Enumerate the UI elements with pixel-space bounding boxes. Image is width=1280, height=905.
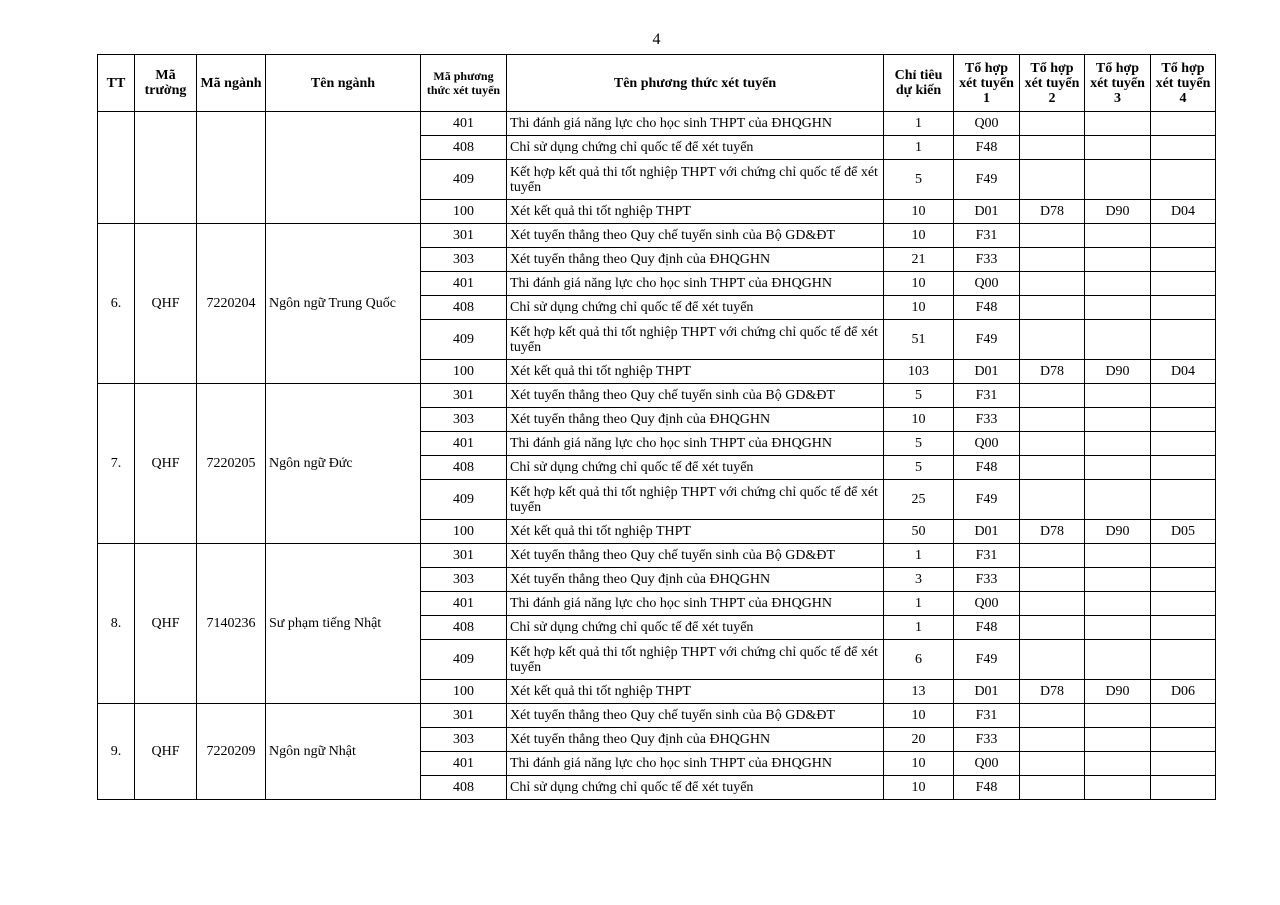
method-code: 303	[421, 408, 507, 432]
header-ten-nganh: Tên ngành	[266, 55, 421, 112]
group-tt: 8.	[98, 544, 135, 704]
combo-1: F49	[954, 320, 1020, 360]
combo-1: F31	[954, 544, 1020, 568]
combo-1: D01	[954, 520, 1020, 544]
table-header-row	[98, 55, 1216, 112]
combo-4	[1151, 568, 1216, 592]
combo-1: Q00	[954, 752, 1020, 776]
table-row	[98, 112, 1216, 136]
combo-4	[1151, 272, 1216, 296]
method-name: Xét kết quả thi tốt nghiệp THPT	[507, 360, 884, 384]
quota: 1	[884, 136, 954, 160]
combo-1: F48	[954, 136, 1020, 160]
combo-4	[1151, 592, 1216, 616]
combo-1: F31	[954, 704, 1020, 728]
method-name: Thi đánh giá năng lực cho học sinh THPT của ĐHQGHN	[507, 432, 884, 456]
combo-4	[1151, 616, 1216, 640]
method-code: 409	[421, 640, 507, 680]
combo-2	[1020, 592, 1085, 616]
header-ma-truong: Mã trường	[135, 55, 197, 112]
method-code: 301	[421, 704, 507, 728]
combo-2: D78	[1020, 520, 1085, 544]
method-code: 301	[421, 544, 507, 568]
table-row	[98, 384, 1216, 408]
combo-4	[1151, 408, 1216, 432]
combo-1: Q00	[954, 432, 1020, 456]
group-ma-nganh: 7220205	[197, 384, 266, 544]
method-name: Chỉ sử dụng chứng chỉ quốc tế để xét tuyển	[507, 296, 884, 320]
combo-2	[1020, 728, 1085, 752]
combo-1: F33	[954, 728, 1020, 752]
quota: 103	[884, 360, 954, 384]
header-chi-tieu: Chỉ tiêu dự kiến	[884, 55, 954, 112]
header-ma-phuong-thuc: Mã phương thức xét tuyển	[421, 55, 507, 112]
quota: 3	[884, 568, 954, 592]
quota: 50	[884, 520, 954, 544]
combo-3	[1085, 248, 1151, 272]
quota: 6	[884, 640, 954, 680]
method-name: Kết hợp kết quả thi tốt nghiệp THPT với chứng chỉ quốc tế để xét tuyển	[507, 320, 884, 360]
combo-1: D01	[954, 360, 1020, 384]
combo-4: D04	[1151, 360, 1216, 384]
combo-3: D90	[1085, 200, 1151, 224]
combo-1: F49	[954, 160, 1020, 200]
combo-4: D06	[1151, 680, 1216, 704]
combo-3	[1085, 728, 1151, 752]
combo-3	[1085, 272, 1151, 296]
method-code: 401	[421, 592, 507, 616]
combo-1: F48	[954, 296, 1020, 320]
quota: 1	[884, 592, 954, 616]
combo-2	[1020, 640, 1085, 680]
combo-3	[1085, 296, 1151, 320]
header-ten-phuong-thuc: Tên phương thức xét tuyển	[507, 55, 884, 112]
method-name: Xét tuyển thẳng theo Quy định của ĐHQGHN	[507, 248, 884, 272]
quota: 10	[884, 200, 954, 224]
method-name: Kết hợp kết quả thi tốt nghiệp THPT với chứng chỉ quốc tế để xét tuyển	[507, 640, 884, 680]
combo-3	[1085, 544, 1151, 568]
quota: 10	[884, 752, 954, 776]
table-row	[98, 544, 1216, 568]
method-code: 408	[421, 136, 507, 160]
combo-2	[1020, 224, 1085, 248]
quota: 13	[884, 680, 954, 704]
combo-1: F33	[954, 568, 1020, 592]
group-ma-nganh: 7140236	[197, 544, 266, 704]
group-ma-truong: QHF	[135, 544, 197, 704]
method-name: Xét tuyển thẳng theo Quy chế tuyển sinh của Bộ GD&ĐT	[507, 384, 884, 408]
quota: 1	[884, 112, 954, 136]
combo-2	[1020, 320, 1085, 360]
group-ma-truong: QHF	[135, 384, 197, 544]
combo-3	[1085, 752, 1151, 776]
method-name: Xét kết quả thi tốt nghiệp THPT	[507, 200, 884, 224]
method-code: 100	[421, 680, 507, 704]
combo-3	[1085, 568, 1151, 592]
combo-4	[1151, 136, 1216, 160]
quota: 1	[884, 544, 954, 568]
combo-4	[1151, 248, 1216, 272]
combo-3	[1085, 616, 1151, 640]
combo-3	[1085, 224, 1151, 248]
method-code: 303	[421, 728, 507, 752]
group-ma-nganh	[197, 112, 266, 224]
combo-3	[1085, 432, 1151, 456]
combo-1: F48	[954, 456, 1020, 480]
quota: 10	[884, 272, 954, 296]
combo-2	[1020, 160, 1085, 200]
group-ten-nganh	[266, 112, 421, 224]
combo-2	[1020, 112, 1085, 136]
header-to-hop-1: Tổ hợp xét tuyển 1	[954, 55, 1020, 112]
combo-2	[1020, 408, 1085, 432]
combo-4	[1151, 640, 1216, 680]
quota: 5	[884, 432, 954, 456]
combo-1: D01	[954, 200, 1020, 224]
method-name: Xét tuyển thẳng theo Quy chế tuyển sinh của Bộ GD&ĐT	[507, 544, 884, 568]
combo-2	[1020, 248, 1085, 272]
combo-2: D78	[1020, 680, 1085, 704]
combo-3: D90	[1085, 360, 1151, 384]
table-row	[98, 704, 1216, 728]
group-ten-nganh: Sư phạm tiếng Nhật	[266, 544, 421, 704]
method-name: Thi đánh giá năng lực cho học sinh THPT của ĐHQGHN	[507, 112, 884, 136]
method-code: 303	[421, 248, 507, 272]
quota: 20	[884, 728, 954, 752]
combo-4	[1151, 320, 1216, 360]
combo-3	[1085, 384, 1151, 408]
combo-4	[1151, 160, 1216, 200]
combo-1: F49	[954, 640, 1020, 680]
method-name: Chỉ sử dụng chứng chỉ quốc tế để xét tuyển	[507, 456, 884, 480]
group-ten-nganh: Ngôn ngữ Nhật	[266, 704, 421, 800]
combo-3	[1085, 408, 1151, 432]
combo-1: F31	[954, 224, 1020, 248]
combo-1: F33	[954, 248, 1020, 272]
combo-3	[1085, 704, 1151, 728]
combo-1: F48	[954, 776, 1020, 800]
combo-3	[1085, 136, 1151, 160]
combo-2: D78	[1020, 360, 1085, 384]
combo-4	[1151, 384, 1216, 408]
method-code: 100	[421, 360, 507, 384]
group-ma-truong: QHF	[135, 224, 197, 384]
combo-1: Q00	[954, 592, 1020, 616]
method-name: Thi đánh giá năng lực cho học sinh THPT của ĐHQGHN	[507, 272, 884, 296]
header-ma-nganh: Mã ngành	[197, 55, 266, 112]
group-ma-truong: QHF	[135, 704, 197, 800]
method-code: 100	[421, 520, 507, 544]
combo-3	[1085, 592, 1151, 616]
quota: 10	[884, 776, 954, 800]
quota: 10	[884, 408, 954, 432]
combo-2	[1020, 456, 1085, 480]
method-code: 303	[421, 568, 507, 592]
combo-3	[1085, 776, 1151, 800]
admissions-table	[97, 54, 1216, 800]
method-name: Chỉ sử dụng chứng chỉ quốc tế để xét tuyển	[507, 776, 884, 800]
combo-2	[1020, 480, 1085, 520]
combo-1: F33	[954, 408, 1020, 432]
header-to-hop-4: Tổ hợp xét tuyển 4	[1151, 55, 1216, 112]
quota: 5	[884, 160, 954, 200]
combo-4	[1151, 776, 1216, 800]
combo-2	[1020, 384, 1085, 408]
combo-4	[1151, 432, 1216, 456]
quota: 51	[884, 320, 954, 360]
combo-4	[1151, 704, 1216, 728]
quota: 10	[884, 296, 954, 320]
combo-4	[1151, 224, 1216, 248]
method-code: 301	[421, 384, 507, 408]
combo-1: F49	[954, 480, 1020, 520]
quota: 10	[884, 224, 954, 248]
combo-4: D04	[1151, 200, 1216, 224]
method-code: 401	[421, 112, 507, 136]
method-name: Xét tuyển thẳng theo Quy định của ĐHQGHN	[507, 728, 884, 752]
quota: 1	[884, 616, 954, 640]
method-code: 409	[421, 480, 507, 520]
combo-2	[1020, 568, 1085, 592]
method-name: Chỉ sử dụng chứng chỉ quốc tế để xét tuyển	[507, 616, 884, 640]
header-to-hop-2: Tổ hợp xét tuyển 2	[1020, 55, 1085, 112]
group-tt: 6.	[98, 224, 135, 384]
combo-3	[1085, 320, 1151, 360]
method-name: Kết hợp kết quả thi tốt nghiệp THPT với chứng chỉ quốc tế để xét tuyển	[507, 480, 884, 520]
method-code: 401	[421, 272, 507, 296]
quota: 25	[884, 480, 954, 520]
page-number: 4	[652, 31, 661, 48]
method-name: Thi đánh giá năng lực cho học sinh THPT của ĐHQGHN	[507, 592, 884, 616]
group-ma-truong	[135, 112, 197, 224]
combo-3	[1085, 160, 1151, 200]
combo-2	[1020, 544, 1085, 568]
quota: 21	[884, 248, 954, 272]
combo-4	[1151, 728, 1216, 752]
combo-3: D90	[1085, 520, 1151, 544]
combo-4	[1151, 480, 1216, 520]
quota: 10	[884, 704, 954, 728]
combo-2	[1020, 616, 1085, 640]
method-code: 100	[421, 200, 507, 224]
group-ten-nganh: Ngôn ngữ Đức	[266, 384, 421, 544]
method-name: Xét tuyển thẳng theo Quy định của ĐHQGHN	[507, 408, 884, 432]
quota: 5	[884, 456, 954, 480]
combo-2	[1020, 296, 1085, 320]
method-name: Xét kết quả thi tốt nghiệp THPT	[507, 680, 884, 704]
method-name: Xét tuyển thẳng theo Quy chế tuyển sinh của Bộ GD&ĐT	[507, 704, 884, 728]
combo-1: F48	[954, 616, 1020, 640]
method-code: 401	[421, 752, 507, 776]
method-name: Xét tuyển thẳng theo Quy định của ĐHQGHN	[507, 568, 884, 592]
method-name: Xét tuyển thẳng theo Quy chế tuyển sinh của Bộ GD&ĐT	[507, 224, 884, 248]
combo-1: Q00	[954, 272, 1020, 296]
table-row	[98, 224, 1216, 248]
combo-3	[1085, 456, 1151, 480]
combo-2	[1020, 272, 1085, 296]
method-code: 408	[421, 296, 507, 320]
method-code: 408	[421, 616, 507, 640]
combo-4	[1151, 752, 1216, 776]
method-name: Thi đánh giá năng lực cho học sinh THPT của ĐHQGHN	[507, 752, 884, 776]
combo-2	[1020, 776, 1085, 800]
method-code: 301	[421, 224, 507, 248]
combo-1: Q00	[954, 112, 1020, 136]
combo-4	[1151, 112, 1216, 136]
group-tt: 7.	[98, 384, 135, 544]
method-code: 408	[421, 776, 507, 800]
combo-4	[1151, 296, 1216, 320]
method-name: Kết hợp kết quả thi tốt nghiệp THPT với chứng chỉ quốc tế để xét tuyển	[507, 160, 884, 200]
group-tt: 9.	[98, 704, 135, 800]
group-ma-nganh: 7220209	[197, 704, 266, 800]
method-code: 401	[421, 432, 507, 456]
group-ten-nganh: Ngôn ngữ Trung Quốc	[266, 224, 421, 384]
combo-4	[1151, 544, 1216, 568]
table-body	[98, 112, 1216, 800]
header-to-hop-3: Tổ hợp xét tuyển 3	[1085, 55, 1151, 112]
combo-3	[1085, 480, 1151, 520]
method-code: 408	[421, 456, 507, 480]
header-tt: TT	[98, 55, 135, 112]
method-name: Xét kết quả thi tốt nghiệp THPT	[507, 520, 884, 544]
combo-2	[1020, 432, 1085, 456]
combo-3	[1085, 112, 1151, 136]
combo-4: D05	[1151, 520, 1216, 544]
combo-2	[1020, 136, 1085, 160]
combo-4	[1151, 456, 1216, 480]
combo-1: D01	[954, 680, 1020, 704]
group-ma-nganh: 7220204	[197, 224, 266, 384]
combo-3: D90	[1085, 680, 1151, 704]
method-name: Chỉ sử dụng chứng chỉ quốc tế để xét tuyển	[507, 136, 884, 160]
combo-2: D78	[1020, 200, 1085, 224]
method-code: 409	[421, 320, 507, 360]
quota: 5	[884, 384, 954, 408]
group-tt	[98, 112, 135, 224]
method-code: 409	[421, 160, 507, 200]
combo-1: F31	[954, 384, 1020, 408]
combo-2	[1020, 704, 1085, 728]
combo-2	[1020, 752, 1085, 776]
combo-3	[1085, 640, 1151, 680]
